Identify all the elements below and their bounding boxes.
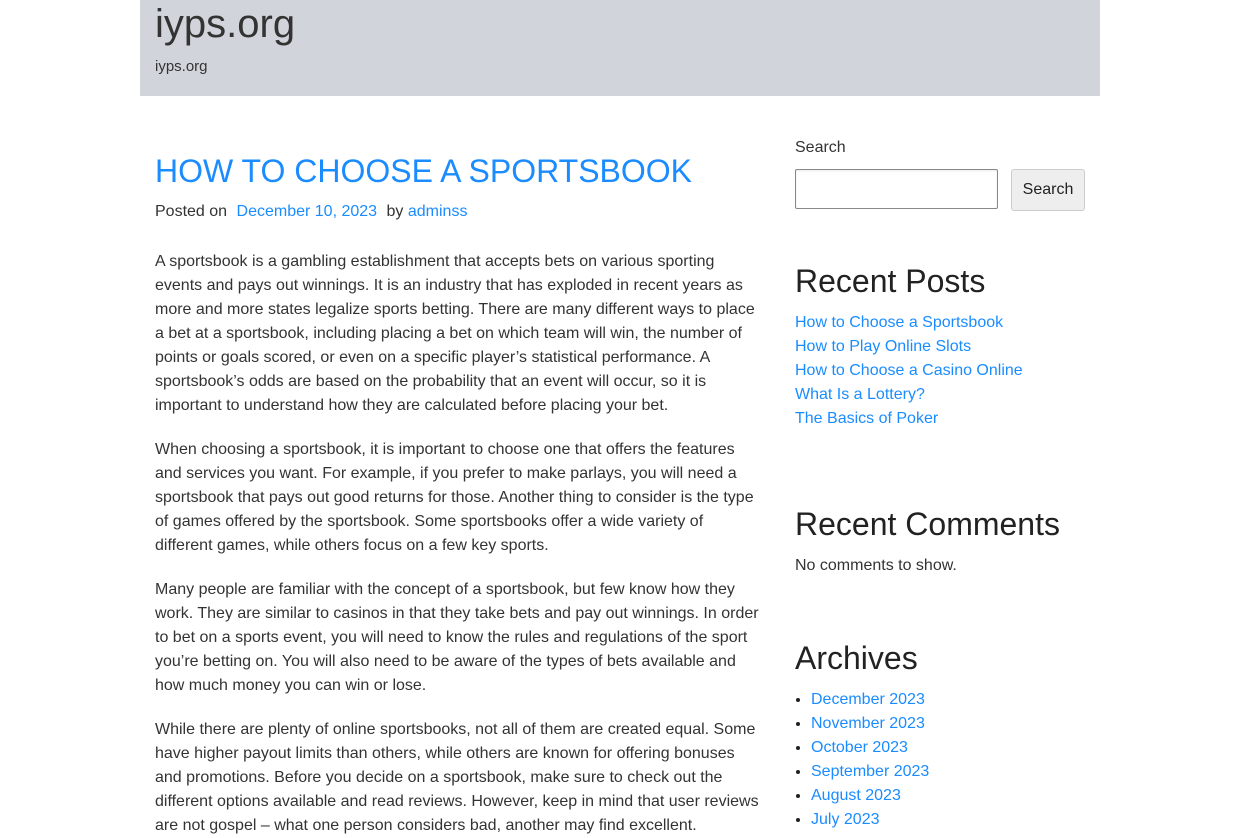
list-item: [811, 736, 1085, 760]
recent-posts-list: [795, 311, 1085, 431]
search-label: Search: [795, 139, 846, 156]
archive-link[interactable]: November 2023: [811, 715, 925, 732]
search-button[interactable]: Search: [1011, 169, 1085, 211]
site-tagline: iyps.org: [155, 58, 208, 75]
recent-posts-title: Recent Posts: [795, 263, 986, 299]
list-item: [795, 359, 1085, 383]
archive-link[interactable]: August 2023: [811, 787, 901, 804]
post-paragraph: Many people are familiar with the concept of a sportsbook, but few know how they work. They are similar to casinos in that they take bets and pay out winnings. In order to bet on a sports event, you will need to know the rules and regulations of the sport you’re betting on. You will also need to be aware of the types of bets available and how much money you can win or lose.: [155, 581, 759, 694]
post-date-link[interactable]: December 10, 2023: [236, 203, 378, 220]
recent-posts-widget: [795, 262, 1085, 431]
list-item: [811, 808, 1085, 832]
by-label: by: [386, 203, 404, 220]
no-comments-text: No comments to show.: [795, 557, 957, 574]
recent-post-link[interactable]: How to Choose a Casino Online: [795, 362, 1023, 379]
recent-comments-title: Recent Comments: [795, 506, 1060, 542]
post-title[interactable]: HOW TO CHOOSE A SPORTSBOOK: [155, 153, 693, 189]
list-item: [795, 407, 1085, 431]
post-content: [155, 250, 762, 838]
posted-on-label: Posted on: [155, 203, 228, 220]
search-input[interactable]: [795, 169, 998, 209]
recent-post-link[interactable]: How to Play Online Slots: [795, 338, 972, 355]
recent-post-link[interactable]: How to Choose a Sportsbook: [795, 314, 1004, 331]
post-author-link[interactable]: adminss: [407, 203, 468, 220]
post-article: [155, 140, 762, 838]
search-widget: [795, 138, 1085, 211]
archives-list: [795, 688, 1085, 832]
search-row: [795, 169, 1085, 211]
recent-post-link[interactable]: What Is a Lottery?: [795, 386, 925, 403]
list-item: [795, 311, 1085, 335]
list-item: [811, 712, 1085, 736]
archive-link[interactable]: December 2023: [811, 691, 925, 708]
post-meta: [155, 202, 762, 222]
site-title[interactable]: iyps.org: [155, 2, 296, 46]
list-item: [795, 335, 1085, 359]
list-item: [811, 688, 1085, 712]
archives-title: Archives: [795, 640, 918, 676]
post-paragraph: A sportsbook is a gambling establishment that accepts bets on various sporting events and pays out winnings. It is an industry that has exploded in recent years as more and more states legalize sports betting. There are many different ways to place a bet at a sportsbook, including placing a bet on which team will win, the number of points or goals scored, or even on a specific player’s statistical performance. A sportsbook’s odds are based on the probability that an event will occur, so it is important to understand how they are calculated before placing your bet.: [155, 253, 755, 414]
list-item: [811, 784, 1085, 808]
archive-link[interactable]: July 2023: [811, 811, 880, 828]
list-item: [795, 383, 1085, 407]
post-paragraph: While there are plenty of online sportsbooks, not all of them are created equal. Some have higher payout limits than others, while others are known for offering bonuses and promotions. Before you decide on a sportsbook, make sure to check out the different options available and read reviews. However, keep in mind that user reviews are not gospel – what one person considers bad, another may find excellent.: [155, 721, 759, 834]
list-item: [811, 760, 1085, 784]
archive-link[interactable]: September 2023: [811, 763, 930, 780]
archives-widget: [795, 639, 1085, 832]
archive-link[interactable]: October 2023: [811, 739, 908, 756]
sidebar: [795, 138, 1085, 832]
recent-post-link[interactable]: The Basics of Poker: [795, 410, 939, 427]
post-paragraph: When choosing a sportsbook, it is important to choose one that offers the features and services you want. For example, if you prefer to make parlays, you will need a sportsbook that pays out good returns for those. Another thing to consider is the type of games offered by the sportsbook. Some sportsbooks offer a wide variety of different games, while others focus on a few key sports.: [155, 441, 754, 554]
site-header: [140, 0, 1100, 96]
recent-comments-widget: [795, 505, 1085, 578]
main-content: [155, 140, 762, 838]
